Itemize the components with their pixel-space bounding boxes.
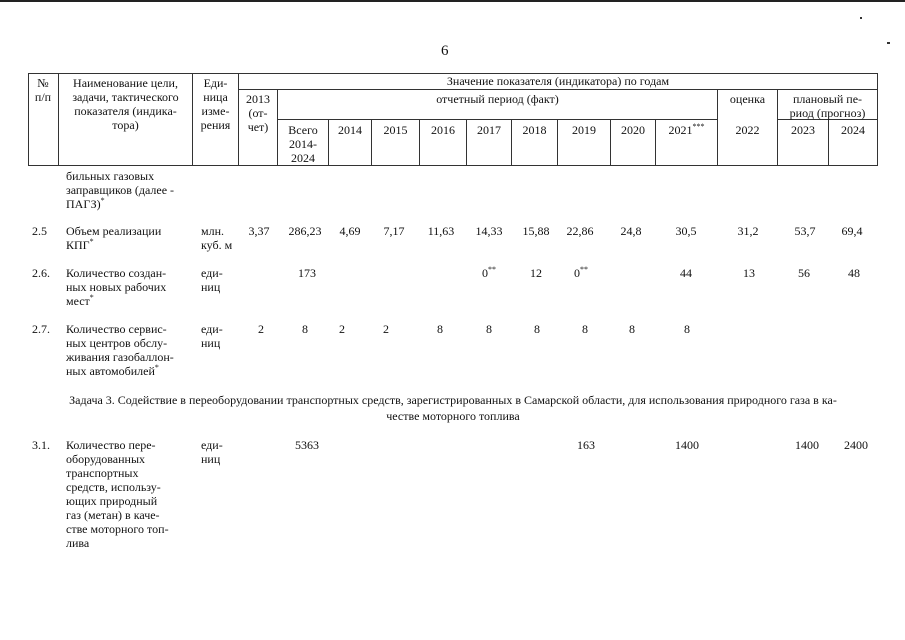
value-2020: 8: [629, 322, 635, 336]
row-name: Количество пере- оборудованных транспортных средств, использу- ющих природный газ (метан) в каче- стве моторного топ- лива: [66, 438, 169, 550]
row-number: 2.5: [32, 224, 47, 238]
value-total: 5363: [295, 438, 319, 452]
year-header: 2018: [522, 123, 547, 137]
value-2019: 0**: [574, 265, 588, 280]
row-number: 2.6.: [32, 266, 50, 280]
value-2016: 11,63: [427, 224, 455, 238]
value-2024: 2400: [844, 438, 868, 452]
col-unit-header: Еди- ница изме- рения: [200, 76, 231, 132]
scan-top-border: [0, 0, 905, 2]
value-2023: 53,7: [794, 224, 816, 238]
task-heading: Задача 3. Содействие в переоборудовании транспортных средств, зарегистрированных в Самарской области, для использования природного газа в ка- честве моторного топлива: [69, 393, 837, 423]
year-header: 2017: [477, 123, 501, 137]
value-2018: 12: [530, 266, 542, 280]
col-values-title: Значение показателя (индикатора) по годам: [446, 74, 670, 88]
row-name: Количество сервис- ных центров обслу- живания газобаллон- ных автомобилей*: [66, 322, 174, 378]
value-2018: 8: [534, 322, 540, 336]
value-2017: 0**: [482, 265, 496, 280]
col-number-header: № п/п: [34, 76, 52, 104]
value-2021: 30,5: [675, 224, 697, 238]
year-header: 2015: [383, 123, 408, 137]
value-2016: 8: [437, 322, 443, 336]
value-2023: 56: [798, 266, 810, 280]
year-header: 2023: [791, 123, 815, 137]
table-header: [28, 73, 878, 166]
value-2017: 8: [486, 322, 492, 336]
value-2021: 44: [680, 266, 692, 280]
value-2017: 14,33: [475, 224, 503, 238]
page-number: 6: [441, 43, 449, 59]
year-header: 2014: [338, 123, 362, 137]
value-2015: 2: [383, 322, 389, 336]
row-unit: млн. куб. м: [201, 224, 233, 252]
col-2013-header: 2013 (от- чет): [246, 92, 270, 134]
year-header: 2022: [735, 123, 760, 137]
col-total-header: Всего 2014- 2024: [288, 123, 318, 165]
year-header: 2016: [431, 123, 455, 137]
value-2014: 4,69: [339, 224, 361, 238]
value-total: 286,23: [288, 224, 322, 238]
value-2022: 31,2: [737, 224, 759, 238]
value-total: 173: [298, 266, 316, 280]
value-total: 8: [302, 322, 308, 336]
col-name-header: Наименование цели, задачи, тактического показателя (индика- тора): [72, 76, 179, 132]
value-2024: 48: [848, 266, 860, 280]
col-estimate-header: оценка: [729, 92, 766, 106]
value-2024: 69,4: [841, 224, 863, 238]
value-2019: 8: [582, 322, 588, 336]
value-2013: 3,37: [248, 224, 270, 238]
col-reporting-header: отчетный период (факт): [436, 92, 559, 106]
value-2022: 13: [743, 266, 755, 280]
year-header: 2024: [841, 123, 865, 137]
row-name: Объем реализации КПГ*: [66, 224, 162, 252]
value-2013: 2: [258, 322, 264, 336]
year-header: 2020: [621, 123, 645, 137]
value-2023: 1400: [795, 438, 819, 452]
row-unit: еди- ниц: [201, 266, 223, 294]
row-number: 2.7.: [32, 322, 50, 336]
value-2021: 1400: [675, 438, 699, 452]
value-2019: 22,86: [566, 224, 594, 238]
value-2015: 7,17: [383, 224, 405, 238]
row-name: Количество создан- ных новых рабочих мест*: [66, 266, 167, 308]
value-2021: 8: [684, 322, 690, 336]
value-2014: 2: [339, 322, 345, 336]
col-plan-header: плановый пе- риод (прогноз): [789, 92, 866, 120]
row-name-continuation: бильных газовых заправщиков (далее - ПАГЗ)*: [66, 169, 175, 211]
value-2019: 163: [577, 438, 595, 452]
scan-speck: [860, 17, 862, 19]
value-2018: 15,88: [522, 224, 550, 238]
year-header: 2019: [572, 123, 596, 137]
value-2020: 24,8: [620, 224, 642, 238]
row-unit: еди- ниц: [201, 322, 223, 350]
row-number: 3.1.: [32, 438, 50, 452]
scan-speck: [887, 42, 890, 44]
row-unit: еди- ниц: [201, 438, 223, 466]
year-header: 2021***: [668, 122, 705, 137]
